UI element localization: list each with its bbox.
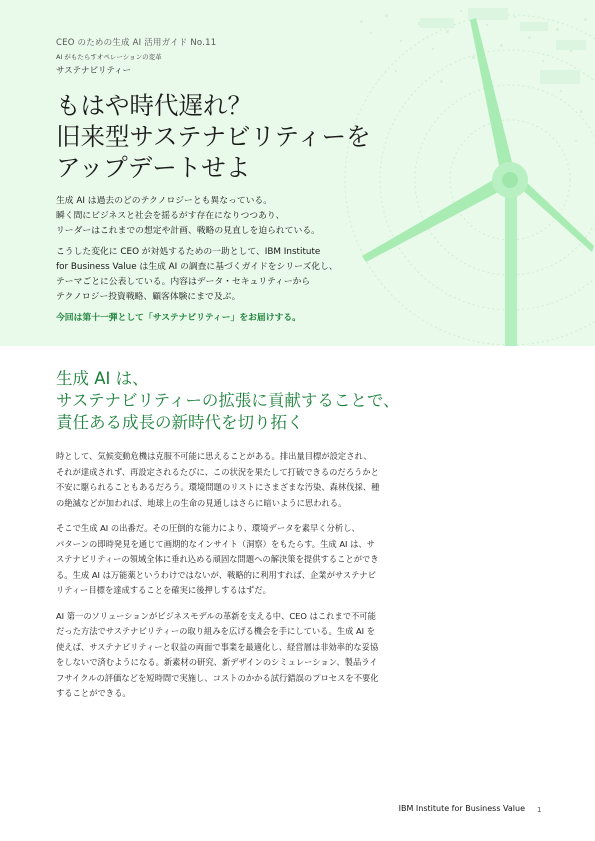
- text-line: それが達成されず、再設定されるたびに、この状況を果たして打破できるのだろうかと: [56, 466, 379, 477]
- heading-line: 生成 AI は、: [56, 369, 149, 388]
- body-paragraph: [56, 449, 546, 511]
- text-line: ステナビリティーの領域全体に垂れ込める頑固な問題への解決策を提供することができ: [56, 554, 379, 564]
- category-label: サステナビリティー: [56, 66, 132, 76]
- text-line: だった方法でサステナビリティーの取り組みを広げる機会を手にしている。生成 AI を: [56, 626, 376, 636]
- intro-text: [56, 194, 386, 332]
- text-line: フサイクルの評価などを短時間で実施し、コストのかかる試行錯誤のプロセスを不要化: [56, 672, 379, 683]
- page-number: 1: [537, 806, 542, 814]
- document-meta: [56, 36, 216, 76]
- body-text: [56, 449, 546, 712]
- body-paragraph: [56, 609, 546, 702]
- intro-paragraph: [56, 245, 386, 305]
- body-paragraph: [56, 521, 546, 599]
- text-line: for Business Value は生成 AI の調査に基づくガイドをシリーズ化し、: [56, 262, 338, 272]
- title-line: もはや時代遅れ？: [56, 91, 252, 120]
- text-line: そこで生成 AI の出番だ。その圧倒的な能力により、環境データを素早く分析し、: [56, 523, 360, 533]
- text-line: 瞬く間にビジネスと社会を揺るがす存在になりつつあり、: [56, 211, 285, 221]
- text-line: することができる。: [56, 688, 131, 698]
- series-subtitle: AI がもたらすオペレーションの変革: [56, 53, 162, 61]
- text-line: AI 第一のソリューションがビジネスモデルの革新を支える中、CEO はこれまで不可能: [56, 610, 376, 621]
- heading-line: 責任ある成長の新時代を切り拓く: [56, 413, 304, 432]
- text-line: 不安に駆られることもあるだろう。環境問題のリストにさまざまな汚染、森林伐採、種: [56, 482, 380, 492]
- text-line: 生成 AI は過去のどのテクノロジーとも異なっている。: [56, 196, 273, 206]
- intro-highlight: 今回は第十一弾として「サステナビリティー」をお届けする。: [56, 313, 301, 323]
- text-line: 時として、気候変動危機は克服不可能に思えることがある。排出量目標が設定され、: [56, 451, 372, 461]
- text-line: る。生成 AI は万能薬というわけではないが、戦略的に利用すれば、企業がサステナビ: [56, 569, 376, 580]
- hero-banner: [0, 0, 595, 346]
- text-line: リティー目標を達成することを確実に後押しするはずだ。: [56, 585, 271, 595]
- section-heading: [56, 368, 400, 434]
- text-line: テクノロジー投資戦略、顧客体験にまで及ぶ。: [56, 292, 241, 302]
- text-line: こうした変化に CEO が対処するための一助として、IBM Institute: [56, 247, 321, 257]
- text-line: の絶滅などが加われば、地球上の生命の見通しはさらに暗いように思われる。: [56, 497, 347, 508]
- series-label: CEO のための生成 AI 活用ガイド No.11: [56, 38, 217, 48]
- text-line: テーマごとに公表している。内容はデータ・セキュリティーから: [56, 277, 311, 287]
- page-title: [56, 90, 371, 183]
- text-line: 使えば、サステナビリティーと収益の両面で事業を最適化し、経営層は非効率的な妥協: [56, 641, 379, 652]
- text-line: をしないで済むようになる。新素材の研究、新デザインのシミュレーション、製品ライ: [56, 657, 378, 667]
- title-line: 旧来型サステナビリティーを: [56, 122, 371, 151]
- footer-organization: IBM Institute for Business Value: [398, 804, 525, 813]
- heading-line: サステナビリティーの拡張に貢献することで、: [56, 391, 400, 410]
- intro-paragraph: [56, 194, 386, 239]
- title-line: アップデートせよ: [56, 153, 251, 182]
- text-line: パターンの即時発見を通じて画期的なインサイト（洞察）をもたらす。生成 AI は、サ: [56, 538, 375, 549]
- text-line: リーダーはこれまでの想定や計画、戦略の見直しを迫られている。: [56, 226, 320, 236]
